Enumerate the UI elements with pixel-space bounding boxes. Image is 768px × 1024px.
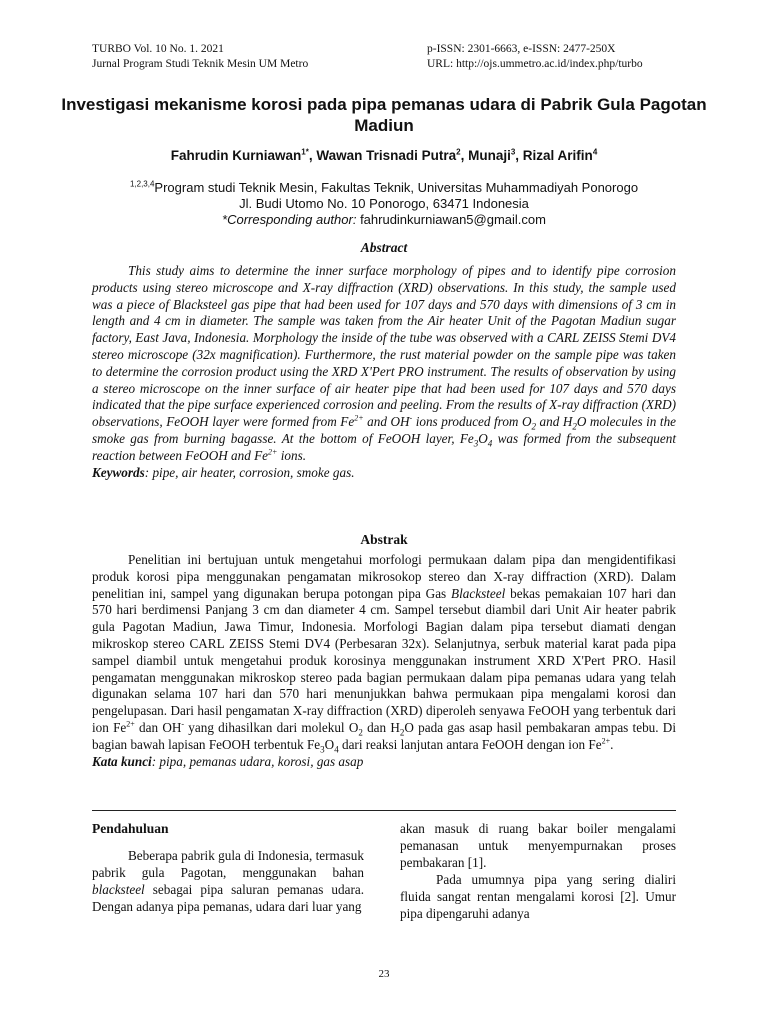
- intro-heading: Pendahuluan: [92, 821, 169, 836]
- affil-mark: 1,2,3,4: [129, 179, 155, 189]
- author-affil-mark: 2: [456, 147, 461, 157]
- intro-paragraph: Beberapa pabrik gula di Indonesia, termasuk pabrik gula Pagotan, menggunakan bahan blacksteel sebagai pipa saluran pemanas udara. Dengan adanya pipa pemanas, udara dari luar yang: [92, 848, 364, 914]
- paper-title: Investigasi mekanisme korosi pada pipa pemanas udara di Pabrik Gula Pagotan Madiun: [61, 95, 707, 135]
- author-affil-mark: 4: [592, 147, 598, 157]
- intro-right-column: [400, 820, 676, 922]
- journal-issn: p-ISSN: 2301-6663, e-ISSN: 2477-250X: [427, 43, 616, 55]
- page-number: 23: [378, 968, 390, 980]
- journal-volume: TURBO Vol. 10 No. 1. 2021: [92, 43, 224, 55]
- abstract-en-body: This study aims to determine the inner surface morphology of pipes and to identify pipe corrosion products using stereo microscope and X-ray diffraction (XRD) observations. In this study, the sample used was a piece of Blacksteel gas pipe that had been used for 107 days and 570 days with dimensions of 3 cm in length and 4 cm in diameter. The sample was taken from the Air heater Unit of the Pagotan Madiun sugar factory, East Java, Indonesia. Morphology the inside of the tube was observed with a CARL ZEISS Stemi DV4 stereo microscope (32x magnification). Furthermore, the rust material powder on the sample pipe was taken to determine the corrosion product using the XRD X'Pert PRO instrument. The results of observation by using a stereo microscope on the inner surface of air heater pipe that had been used for 107 days and 570 days indicated that the pipe surface experienced corrosion and peeling. From the results of X-ray diffraction (XRD) observations, FeOOH layer were formed from $Fe^{2+}$ and OH- ions produced from $O_2$ and $H_2O$ molecules in the smoke gas from burning bagasse. At the bottom of FeOOH layer, $Fe_3O_4$ was formed from the subsequent reaction between FeOOH and $Fe^{2+}$ ions. Keywords: pipe, air heater, corrosion, smoke gas.: [92, 263, 677, 480]
- affil-institution: Program studi Teknik Mesin, Fakultas Teknik, Universitas Muhammadiyah Ponorogo: [154, 180, 639, 195]
- intro-paragraph: Pada umumnya pipa yang sering dialiri fluida sangat rentan mengalami korosi [2]. Umur pipa dipengaruhi adanya: [400, 872, 676, 921]
- abstrak-heading: Abstrak: [360, 532, 408, 547]
- keywords-id: Kata kunci: pipa, pemanas udara, korosi, gas asap: [92, 753, 364, 769]
- section-divider: [92, 810, 676, 811]
- journal-info: [92, 42, 308, 72]
- affil-address: Jl. Budi Utomo No. 10 Ponorogo, 63471 Indonesia: [239, 196, 529, 211]
- abstract-id-body: Penelitian ini bertujuan untuk mengetahui morfologi permukaan dalam pipa dan mengidentifikasi produk korosi pipa menggunakan pengamatan mikrosokop stereo dan X-ray diffraction (XRD). Dalam penelitian ini, sampel yang digunakan berupa potongan pipa Gas Blacksteel bekas pemakaian 107 hari dan 570 hari berdimensi Panjang 3 cm dan diameter 4 cm. Sampel tersebut diambil dari Unit Air heater pabrik gula Pagotan Madiun, Jawa Timur, Indonesia. Morfologi Bagian dalam pipa tersebut diamati dengan mikroskop stereo CARL ZEISS Stemi DV4 (Perbesaran 32x). Selanjutnya, serbuk material karat pada pipa sampel diambil untuk mengetahui produk korosinya menggunakan instrument XRD X'Pert PRO. Hasil pengamatan menggunakan mikroskop stereo pada bagian permukaan dalam pipa pemanas udara yang telah digunakan selama 107 hari dan 570 hari menunjukkan bahwa permukaan pipa mengalami korosi dan pengelupasan. Dari hasil pengamatan X-ray diffraction (XRD) diperoleh senyawa FeOOH yang terbentuk dari ion $Fe^{2+}$ dan OH- yang dihasilkan dari molekul $O_2$ dan $H_2O$ pada gas asap hasil pembakaran ampas tebu. Di bagian bawah lapisan FeOOH terbentuk $Fe_3O_4$ dari reaksi lanjutan antara FeOOH dengan ion $Fe^{2+}$. Kata kunci: pipa, pemanas udara, korosi, gas asap: [92, 552, 676, 769]
- intro-left-column: [92, 820, 364, 915]
- author-name: Wawan Trisnadi Putra: [316, 148, 457, 163]
- author-affil-mark: 3: [510, 147, 516, 157]
- journal-url[interactable]: URL: http://ojs.ummetro.ac.id/index.php/turbo: [427, 58, 643, 70]
- journal-name: Jurnal Program Studi Teknik Mesin UM Metro: [92, 58, 309, 70]
- corresponding-label: *Corresponding author:: [222, 212, 357, 227]
- author-name: Fahrudin Kurniawan: [170, 148, 302, 163]
- author-list: Fahrudin Kurniawan$^{1*}$, Wawan Trisnadi Putra$^2$, Munaji$^3$, Rizal Arifin$^4$: [170, 147, 598, 163]
- keywords-en: Keywords: pipe, air heater, corrosion, smoke gas.: [92, 464, 355, 480]
- author-name: Rizal Arifin: [522, 148, 593, 163]
- journal-issn-url: [427, 42, 643, 72]
- intro-paragraph: akan masuk di ruang bakar boiler mengalami pemanasan untuk menyempurnakan proses pembakaran [1].: [400, 821, 676, 870]
- affiliation-block: [60, 180, 708, 228]
- abstract-heading: Abstract: [360, 240, 408, 255]
- author-name: Munaji: [468, 148, 511, 163]
- corresponding-email[interactable]: fahrudinkurniawan5@gmail.com: [360, 212, 546, 227]
- author-affil-mark: 1*: [301, 147, 309, 157]
